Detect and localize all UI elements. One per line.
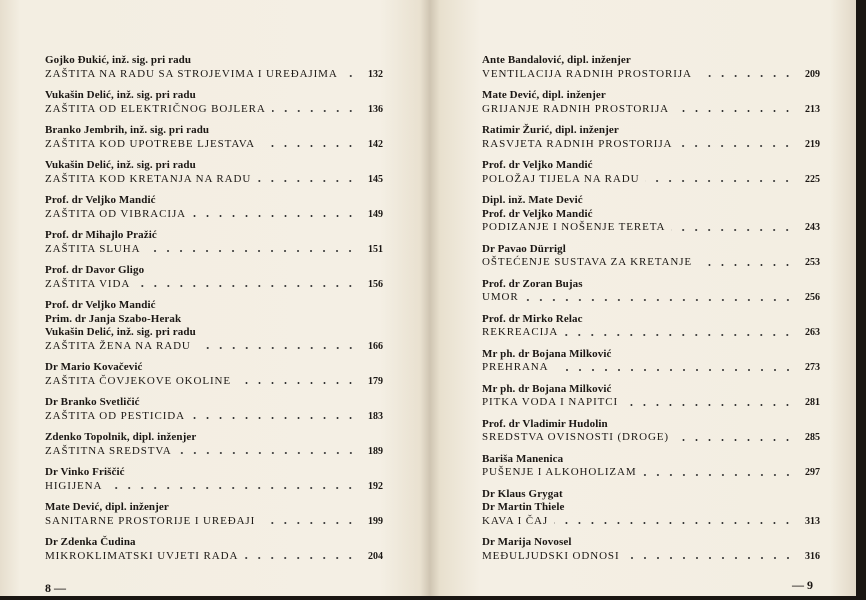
entry-author: Prof. dr Zoran Bujas bbox=[482, 277, 583, 290]
dot-leader bbox=[554, 522, 794, 524]
entry-author: Prof. dr Veljko Mandić bbox=[45, 194, 156, 206]
entry-title-row bbox=[45, 173, 383, 187]
entry-author: Gojko Đukić, inž. sig. pri radu bbox=[45, 54, 192, 66]
toc-entry bbox=[482, 194, 820, 235]
toc-entry bbox=[482, 383, 820, 410]
entry-author: Dipl. inž. Mate Dević bbox=[482, 194, 583, 206]
entry-author: Bariša Manenica bbox=[482, 452, 564, 465]
dot-leader bbox=[146, 250, 357, 252]
dot-leader bbox=[675, 439, 794, 441]
entry-page-number: 145 bbox=[368, 173, 383, 185]
entry-title: ZAŠTITA SLUHA bbox=[45, 242, 141, 255]
entry-page-number: 136 bbox=[368, 103, 383, 115]
toc-entry bbox=[482, 54, 820, 81]
entry-title-row bbox=[45, 68, 383, 82]
entry-title-row bbox=[482, 326, 820, 340]
entry-author: Mate Dević, dipl. inženjer bbox=[45, 501, 169, 513]
entry-title: SANITARNE PROSTORIJE I UREĐAJI bbox=[45, 514, 256, 527]
dot-leader bbox=[261, 522, 357, 524]
entry-title-row bbox=[45, 278, 383, 292]
toc-entry bbox=[482, 243, 820, 270]
entry-title: MIKROKLIMATSKI UVJETI RADA bbox=[45, 549, 239, 562]
dot-leader bbox=[191, 417, 357, 419]
entry-title: ZAŠTITA KOD UPOTREBE LJESTAVA bbox=[45, 137, 256, 150]
dot-leader bbox=[178, 452, 357, 454]
entry-title: PUŠENJE I ALKOHOLIZAM bbox=[482, 466, 637, 478]
entry-title: MEĐULJUDSKI ODNOSI bbox=[482, 549, 620, 562]
entry-title-row bbox=[45, 208, 383, 222]
entry-title: ZAŠTITNA SREDSTVA bbox=[45, 444, 172, 457]
entry-page-number: 149 bbox=[368, 208, 383, 220]
dot-leader bbox=[624, 404, 794, 406]
entry-title-row bbox=[482, 361, 820, 375]
entry-title: ZAŠTITA VIDA bbox=[45, 277, 131, 290]
entry-title: KAVA I ČAJ bbox=[482, 514, 549, 527]
entry-title-row bbox=[45, 375, 383, 389]
entry-page-number: 156 bbox=[368, 278, 383, 290]
dot-leader bbox=[197, 347, 357, 349]
toc-entry bbox=[45, 536, 383, 563]
toc-entry bbox=[482, 418, 820, 445]
dot-leader bbox=[344, 75, 357, 77]
toc-entry bbox=[45, 431, 383, 458]
entry-title-row bbox=[45, 550, 383, 564]
entry-page-number: 243 bbox=[805, 222, 820, 233]
toc-entry bbox=[45, 361, 383, 388]
entry-author: Mr ph. dr Bojana Milković bbox=[482, 347, 612, 360]
dot-leader bbox=[136, 285, 357, 287]
toc-entry bbox=[482, 278, 820, 305]
entry-title: RASVJETA RADNIH PROSTORIJA bbox=[482, 137, 673, 150]
toc-entry bbox=[482, 453, 820, 480]
entry-author: Prof. dr Veljko Mandić bbox=[482, 159, 593, 171]
toc-entry bbox=[45, 264, 383, 291]
dot-leader bbox=[244, 557, 357, 559]
toc-entry bbox=[45, 396, 383, 423]
entry-page-number: 256 bbox=[805, 292, 820, 303]
entry-page-number: 285 bbox=[805, 432, 820, 443]
entry-page-number: 183 bbox=[368, 410, 383, 422]
entry-author: Dr Zdenka Čudina bbox=[45, 536, 136, 548]
entry-title-row bbox=[45, 103, 383, 117]
entry-author: Zdenko Topolnik, dipl. inženjer bbox=[45, 431, 197, 443]
toc-entry bbox=[45, 54, 383, 81]
entry-title: UMOR bbox=[482, 291, 519, 303]
entry-author: Dr Klaus Grygat bbox=[482, 487, 563, 500]
entry-title-row bbox=[482, 431, 820, 445]
entry-title-row bbox=[482, 291, 820, 305]
entry-author: Vukašin Delić, inž. sig. pri radu bbox=[45, 89, 196, 101]
entry-title-row bbox=[482, 103, 820, 117]
entry-author: Dr Mario Kovačević bbox=[45, 361, 143, 373]
entry-title-row bbox=[482, 550, 820, 564]
toc-entry bbox=[482, 348, 820, 375]
dot-leader bbox=[108, 487, 357, 489]
entry-title-row bbox=[45, 515, 383, 529]
entry-author: Vukašin Delić, inž. sig. pri radu bbox=[45, 326, 196, 338]
entry-author: Dr Branko Svetličić bbox=[45, 396, 140, 408]
entry-author: Dr Marija Novosel bbox=[482, 536, 572, 548]
entry-title-row bbox=[45, 410, 383, 424]
entry-title: ZAŠTITA OD VIBRACIJA bbox=[45, 207, 186, 220]
dot-leader bbox=[192, 215, 357, 217]
entry-title-row bbox=[482, 68, 820, 82]
entry-title-row bbox=[45, 340, 383, 354]
toc-entry bbox=[45, 194, 383, 221]
toc-entry bbox=[482, 536, 820, 563]
entry-author: Branko Jembrih, inž. sig. pri radu bbox=[45, 124, 210, 136]
toc-entry bbox=[45, 124, 383, 151]
entry-title: PODIZANJE I NOŠENJE TERETA bbox=[482, 221, 666, 233]
entry-title-row bbox=[45, 138, 383, 152]
entry-author: Mr ph. dr Bojana Milković bbox=[482, 382, 612, 395]
entry-page-number: 142 bbox=[368, 138, 383, 150]
toc-entry bbox=[45, 229, 383, 256]
dot-leader bbox=[678, 145, 794, 147]
entry-page-number: 151 bbox=[368, 243, 383, 255]
entry-page-number: 213 bbox=[805, 103, 820, 115]
entry-page-number: 209 bbox=[805, 68, 820, 80]
entry-page-number: 313 bbox=[805, 515, 820, 527]
toc-entry bbox=[482, 159, 820, 186]
entry-author: Prof. dr Vladimir Hudolin bbox=[482, 417, 608, 430]
entry-title-row bbox=[482, 466, 820, 480]
entry-author: Ante Bandalović, dipl. inženjer bbox=[482, 54, 631, 66]
entry-title-row bbox=[482, 515, 820, 529]
toc-entry bbox=[45, 501, 383, 528]
entry-title-row bbox=[45, 445, 383, 459]
entry-author: Prof. dr Mirko Relac bbox=[482, 312, 583, 325]
entry-title: ZAŠTITA ŽENA NA RADU bbox=[45, 339, 191, 352]
entry-page-number: 263 bbox=[805, 327, 820, 338]
entry-page-number: 132 bbox=[368, 68, 383, 80]
entry-author: Dr Martin Thiele bbox=[482, 501, 565, 513]
dot-leader bbox=[698, 75, 794, 77]
dot-leader bbox=[645, 180, 794, 182]
entry-page-number: 273 bbox=[805, 362, 820, 373]
entry-page-number: 166 bbox=[368, 340, 383, 352]
dot-leader bbox=[257, 180, 357, 182]
entry-title-row bbox=[45, 480, 383, 494]
dot-leader bbox=[564, 334, 794, 336]
entry-title: PITKA VODA I NAPITCI bbox=[482, 396, 619, 408]
entry-title: ZAŠTITA OD ELEKTRIČNOG BOJLERA bbox=[45, 102, 266, 115]
entry-page-number: 199 bbox=[368, 515, 383, 527]
entry-title: HIGIJENA bbox=[45, 479, 103, 492]
dot-leader bbox=[671, 229, 794, 231]
entry-page-number: 316 bbox=[805, 550, 820, 562]
entry-page-number: 179 bbox=[368, 375, 383, 387]
entry-page-number: 204 bbox=[368, 550, 383, 562]
dot-leader bbox=[698, 264, 794, 266]
entry-title: PREHRANA bbox=[482, 361, 549, 373]
toc-entry bbox=[45, 159, 383, 186]
page-number-right: — 9 bbox=[792, 578, 813, 592]
entry-page-number: 281 bbox=[805, 397, 820, 408]
dot-leader bbox=[626, 557, 794, 559]
entry-author: Prof. dr Mihajlo Pražić bbox=[45, 229, 157, 241]
entry-title: VENTILACIJA RADNIH PROSTORIJA bbox=[482, 67, 692, 80]
entry-author: Prof. dr Davor Gligo bbox=[45, 264, 145, 276]
dot-leader bbox=[261, 145, 357, 147]
entry-title-row bbox=[482, 396, 820, 410]
entry-author: Ratimir Žurić, dipl. inženjer bbox=[482, 124, 619, 136]
entry-title: ZAŠTITA OD PESTICIDA bbox=[45, 409, 185, 422]
dot-leader bbox=[675, 110, 794, 112]
entry-title: OŠTEĆENJE SUSTAVA ZA KRETANJE bbox=[482, 256, 693, 268]
dot-leader bbox=[555, 369, 795, 371]
toc-entry bbox=[45, 299, 383, 353]
entry-author: Prof. dr Veljko Mandić bbox=[45, 299, 156, 311]
toc-entry bbox=[482, 124, 820, 151]
entry-title-row bbox=[482, 138, 820, 152]
entry-page-number: 219 bbox=[805, 138, 820, 150]
toc-entry bbox=[45, 89, 383, 116]
entry-title: ZAŠTITA NA RADU SA STROJEVIMA I UREĐAJIMA bbox=[45, 67, 338, 80]
entry-title-row bbox=[45, 243, 383, 257]
toc-entry bbox=[482, 313, 820, 340]
entry-title-row bbox=[482, 256, 820, 270]
entry-title: SREDSTVA OVISNOSTI (DROGE) bbox=[482, 431, 669, 443]
dot-leader bbox=[643, 474, 794, 476]
right-page-toc bbox=[482, 54, 820, 571]
entry-title: REKREACIJA bbox=[482, 326, 559, 338]
entry-page-number: 253 bbox=[805, 257, 820, 268]
entry-author: Mate Dević, dipl. inženjer bbox=[482, 89, 606, 101]
entry-title-row bbox=[482, 173, 820, 187]
entry-title: GRIJANJE RADNIH PROSTORIJA bbox=[482, 102, 669, 115]
entry-author: Dr Pavao Dürrigl bbox=[482, 242, 566, 255]
entry-title: ZAŠTITA KOD KRETANJA NA RADU bbox=[45, 172, 252, 185]
entry-page-number: 192 bbox=[368, 480, 383, 492]
entry-page-number: 189 bbox=[368, 445, 383, 457]
dot-leader bbox=[525, 299, 794, 301]
dot-leader bbox=[272, 110, 357, 112]
entry-author: Prof. dr Veljko Mandić bbox=[482, 207, 593, 220]
entry-page-number: 297 bbox=[805, 467, 820, 478]
entry-author: Vukašin Delić, inž. sig. pri radu bbox=[45, 159, 196, 171]
toc-entry bbox=[482, 89, 820, 116]
entry-author: Dr Vinko Friščić bbox=[45, 466, 125, 478]
entry-title-row bbox=[482, 221, 820, 235]
entry-author: Prim. dr Janja Szabo-Herak bbox=[45, 312, 182, 325]
page-number-left: 8 — bbox=[45, 581, 66, 595]
toc-entry bbox=[45, 466, 383, 493]
left-page-toc bbox=[45, 54, 383, 571]
dot-leader bbox=[237, 382, 357, 384]
toc-entry bbox=[482, 488, 820, 529]
entry-page-number: 225 bbox=[805, 173, 820, 185]
entry-title: ZAŠTITA ČOVJEKOVE OKOLINE bbox=[45, 374, 231, 387]
entry-title: POLOŽAJ TIJELA NA RADU bbox=[482, 172, 640, 185]
